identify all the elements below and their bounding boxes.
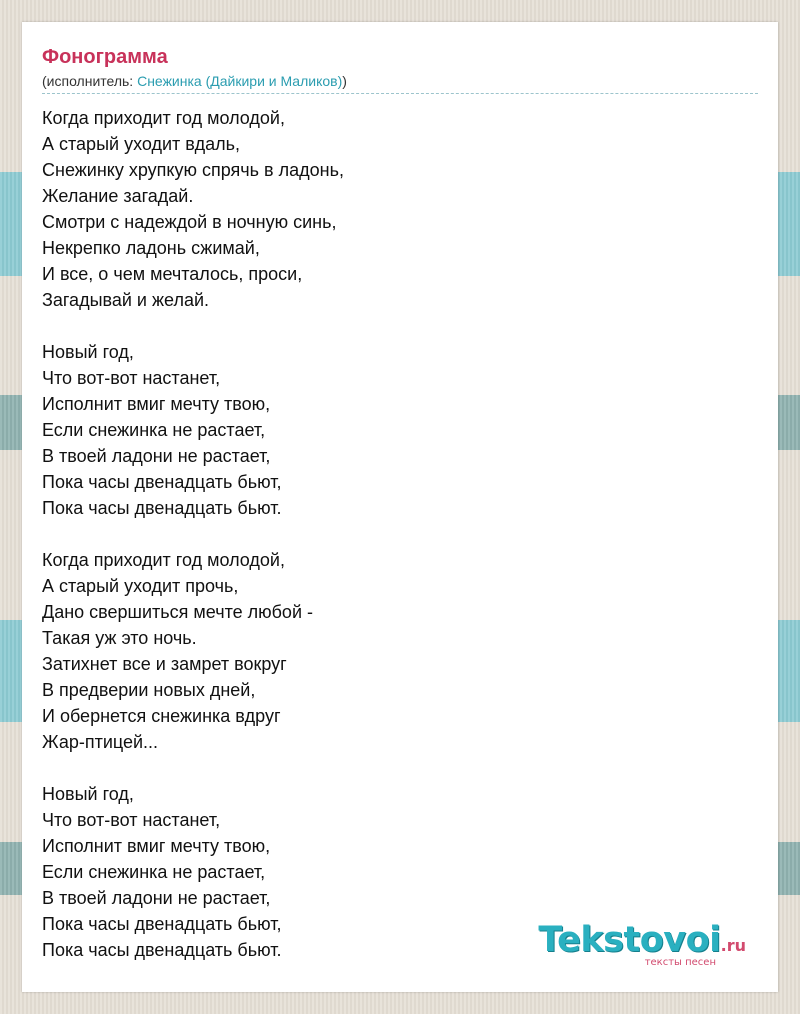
artist-prefix: (исполнитель:: [42, 73, 138, 89]
lyric-line: Когда приходит год молодой,: [42, 108, 285, 128]
lyric-line: И все, о чем мечталось, проси,: [42, 264, 303, 284]
lyric-line: Когда приходит год молодой,: [42, 550, 285, 570]
lyric-line: В твоей ладони не растает,: [42, 888, 271, 908]
lyric-line: Пока часы двенадцать бьют,: [42, 914, 282, 934]
lyric-line: Загадывай и желай.: [42, 290, 210, 310]
lyric-line: В предверии новых дней,: [42, 680, 256, 700]
lyrics-stanza: [42, 339, 758, 521]
lyric-line: Исполнит вмиг мечту твою,: [42, 836, 271, 856]
lyric-line: Жар-птицей...: [42, 732, 159, 752]
lyric-line: Желание загадай.: [42, 186, 194, 206]
lyric-line: И обернется снежинка вдруг: [42, 706, 281, 726]
lyric-line: Такая уж это ночь.: [42, 628, 197, 648]
lyric-line: Затихнет все и замрет вокруг: [42, 654, 287, 674]
lyric-line: А старый уходит вдаль,: [42, 134, 241, 154]
lyric-line: Пока часы двенадцать бьют,: [42, 472, 282, 492]
lyric-line: А старый уходит прочь,: [42, 576, 239, 596]
site-logo[interactable]: [538, 920, 746, 968]
song-title: Фонограмма: [42, 46, 168, 68]
lyric-line: Что вот-вот настанет,: [42, 810, 221, 830]
logo-main-text: Tekstovoi: [538, 920, 721, 960]
lyric-line: Новый год,: [42, 342, 134, 362]
lyric-line: Снежинку хрупкую спрячь в ладонь,: [42, 160, 344, 180]
artist-suffix: ): [342, 73, 347, 89]
lyrics-stanza: [42, 547, 758, 755]
artist-line: [42, 72, 758, 90]
lyric-line: Некрепко ладонь сжимай,: [42, 238, 260, 258]
song-header: [42, 45, 758, 94]
lyric-line: Что вот-вот настанет,: [42, 368, 221, 388]
lyric-line: В твоей ладони не растает,: [42, 446, 271, 466]
lyric-line: Если снежинка не растает,: [42, 862, 266, 882]
lyric-line: Пока часы двенадцать бьют.: [42, 940, 282, 960]
lyric-line: Если снежинка не растает,: [42, 420, 266, 440]
logo-suffix: .ru: [720, 936, 746, 955]
artist-link[interactable]: Снежинка (Дайкири и Маликов): [137, 73, 343, 89]
lyrics-body: [42, 105, 758, 963]
lyrics-stanza: [42, 105, 758, 313]
lyric-line: Дано свершиться мечте любой -: [42, 602, 313, 622]
lyric-line: Пока часы двенадцать бьют.: [42, 498, 282, 518]
lyric-line: Новый год,: [42, 784, 134, 804]
lyric-line: Исполнит вмиг мечту твою,: [42, 394, 271, 414]
lyric-line: Смотри с надеждой в ночную синь,: [42, 212, 337, 232]
logo-subtitle: тексты песен: [644, 957, 716, 968]
lyrics-card: [22, 22, 778, 992]
